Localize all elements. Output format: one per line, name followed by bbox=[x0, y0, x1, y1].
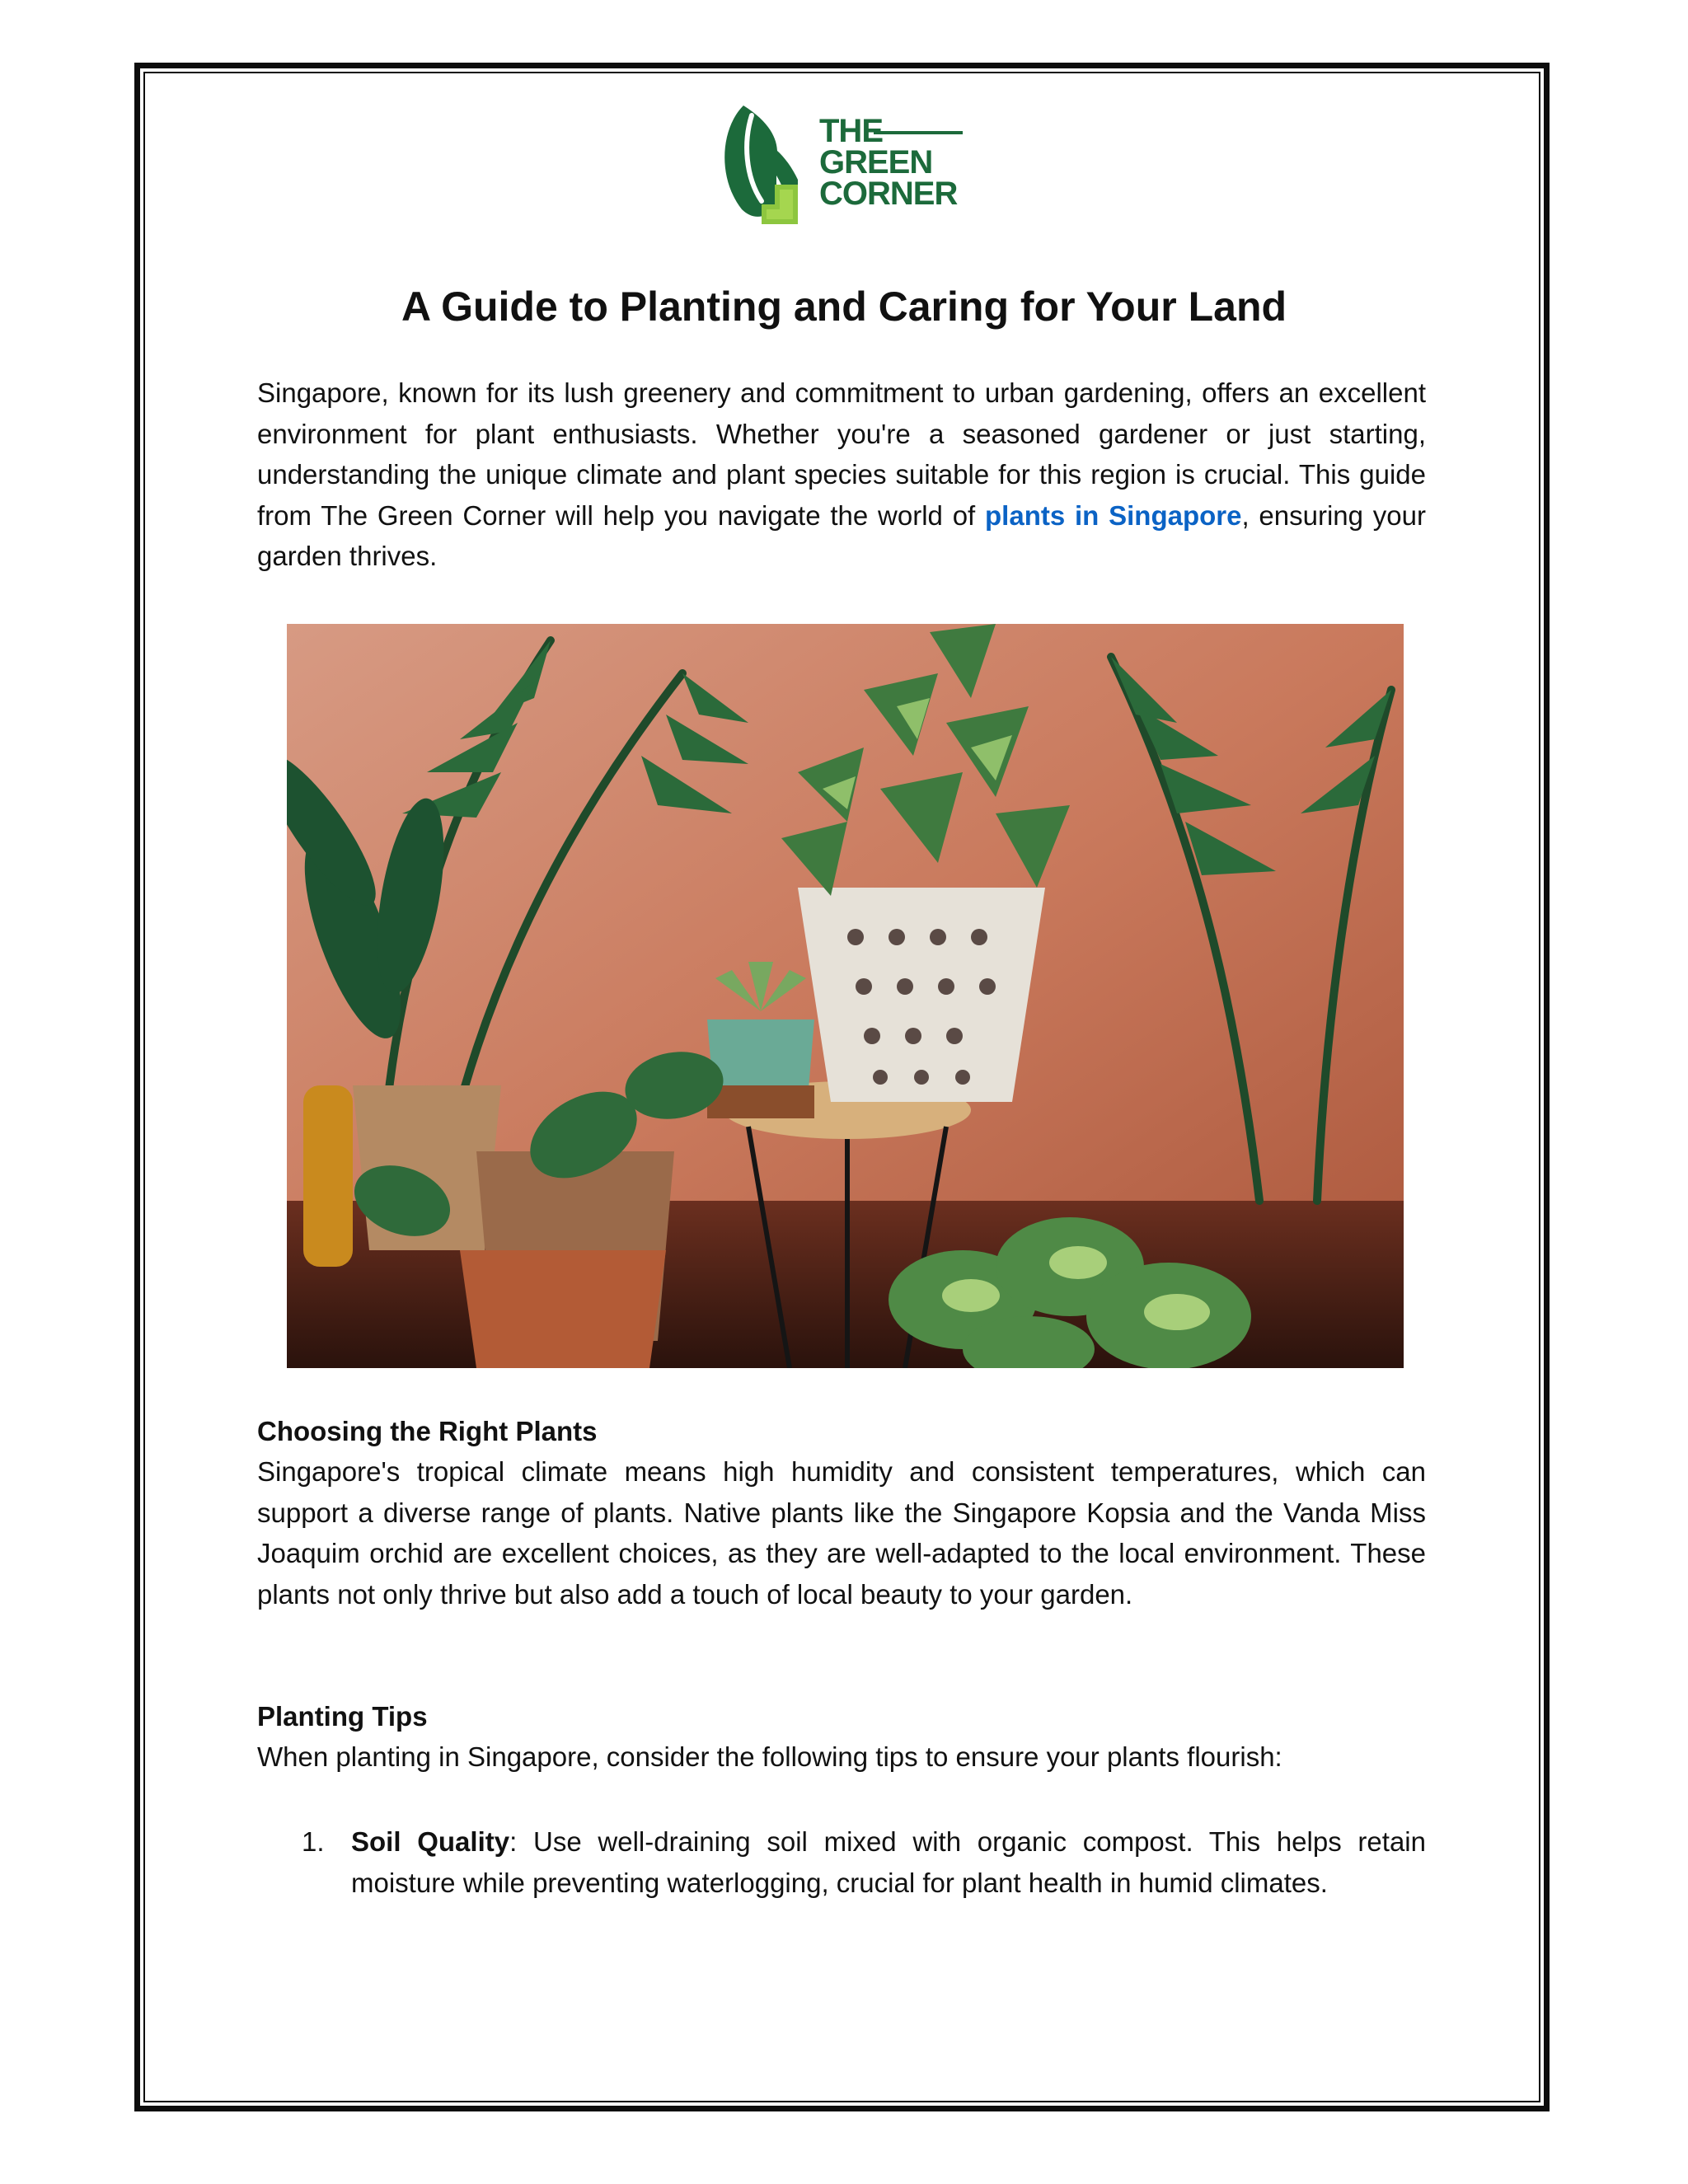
logo-line-corner: CORNER bbox=[819, 176, 958, 212]
section-body-planting-tips: When planting in Singapore, consider the following tips to ensure your plants flourish: bbox=[257, 1741, 1282, 1772]
intro-text-end: , ensuring your garden thrives. bbox=[257, 499, 1427, 571]
potted-plants-image bbox=[287, 624, 1404, 1368]
plants-in-singapore-link[interactable]: plants in Singapore bbox=[985, 499, 1242, 531]
logo-wordmark bbox=[819, 113, 958, 212]
logo-line-green: GREEN bbox=[819, 144, 933, 180]
list-item-description: : Use well-draining soil mixed with organic compost. This helps retain moisture while preventing waterlogging, crucial for plant health in humid climates. bbox=[351, 1826, 1426, 1898]
plants-photo bbox=[287, 624, 1404, 1368]
brand-logo bbox=[719, 104, 963, 227]
section-body-choosing-plants: Singapore's tropical climate means high humidity and consistent temperatures, which can support a diverse range of plants. Native plants like the Singapore Kopsia and the Vanda Miss Joaquim orchid are excellent choices, as they are well-adapted to the local environment. These plants not only thrive but also add a touch of local beauty to your garden. bbox=[257, 1456, 1426, 1610]
document-title: A Guide to Planting and Caring for Your Land bbox=[401, 284, 1287, 330]
list-item-label: Soil Quality bbox=[351, 1826, 510, 1857]
section-heading-choosing-plants: Choosing the Right Plants bbox=[257, 1416, 598, 1446]
list-item-text bbox=[351, 1821, 1426, 1903]
list-number: 1. bbox=[302, 1826, 325, 1857]
intro-text: Singapore, known for its lush greenery and commitment to urban gardening, offers an excellent environment for plant enthusiasts. Whether you're a seasoned gardener or just starting, understanding the unique climate and plant species suitable for this region is crucial. This guide from The Green Corner will help you navigate the world of bbox=[257, 377, 1426, 531]
intro-paragraph bbox=[257, 373, 1426, 577]
section-heading-planting-tips: Planting Tips bbox=[257, 1701, 428, 1732]
logo-line-the: THE bbox=[819, 113, 883, 149]
